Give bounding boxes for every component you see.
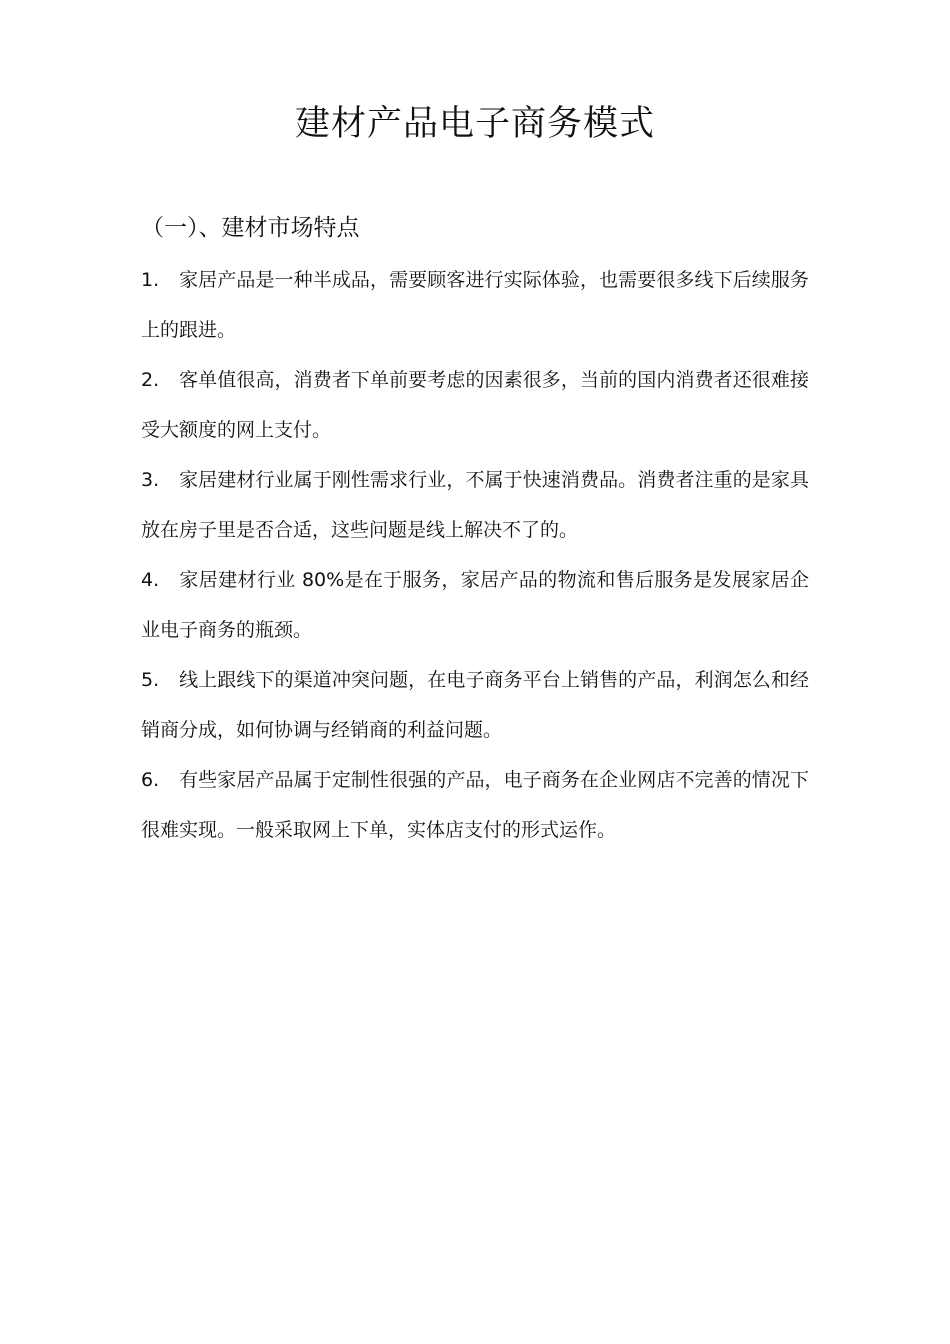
list-item-number: 5. [141, 669, 160, 691]
list-item-number: 3. [141, 469, 160, 491]
list-item-5 [141, 655, 809, 755]
list-item-1 [141, 255, 809, 355]
document-title: 建材产品电子商务模式 [294, 104, 655, 144]
list-item-text: 线上跟线下的渠道冲突问题，在电子商务平台上销售的产品，利润怎么和经销商分成，如何协调与经销商的利益问题。 [141, 669, 809, 741]
list-item-number: 6. [141, 769, 160, 791]
list-item-6 [141, 755, 809, 855]
list-item-number: 1. [141, 269, 160, 291]
list-item-4 [141, 555, 809, 655]
section-heading: （一）、建材市场特点 [141, 215, 360, 241]
list-item-number: 4. [141, 569, 160, 591]
list-item-text: 有些家居产品属于定制性很强的产品，电子商务在企业网店不完善的情况下很难实现。一般采取网上下单，实体店支付的形式运作。 [141, 769, 809, 841]
list-item-text: 家居产品是一种半成品，需要顾客进行实际体验，也需要很多线下后续服务上的跟进。 [141, 269, 809, 341]
list-item-number: 2. [141, 369, 160, 391]
document-body [141, 203, 809, 855]
list-item-text: 家居建材行业 80%是在于服务，家居产品的物流和售后服务是发展家居企业电子商务的瓶颈。 [141, 569, 809, 641]
list-item-2 [141, 355, 809, 455]
list-item-text: 家居建材行业属于刚性需求行业，不属于快速消费品。消费者注重的是家具放在房子里是否合适，这些问题是线上解决不了的。 [141, 469, 809, 541]
list-item-3 [141, 455, 809, 555]
list-item-text: 客单值很高，消费者下单前要考虑的因素很多，当前的国内消费者还很难接受大额度的网上支付。 [141, 369, 809, 441]
